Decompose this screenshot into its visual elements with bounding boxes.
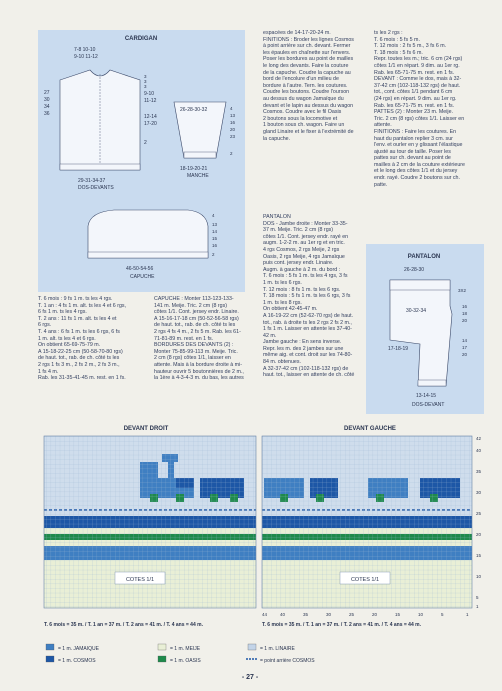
stitch-numbers [262, 612, 469, 617]
pantalon-schematic-panel [366, 244, 484, 414]
pantalon-left: 17-18-19 [388, 346, 409, 352]
row-num-4: 25 [476, 511, 482, 516]
sleeve-bottom: 18-19-20-21 [180, 166, 208, 172]
hood-r-0: 4 [212, 213, 215, 218]
pantalon-r-4: 14 [462, 338, 468, 343]
instructions-col-1: T. 6 mois : 9 fs 1 m. ts les 4 rgs. T. 1 an : 4 fs 1 m. alt. ts les 4 et 6 rgs, 6 fs 1 m. ts les 4 rgs. T. 2 ans : 11 fs 1 m. alt. ts les 4 et 6 rgs. T. 4 ans : 6 fs 1 m. ts les 6 rgs, 6 fs 1 m. alt. ts les 4 et 6 rgs. On obtient 65-69-75-79 m. A 15-18-22-25 cm (50-58-70-80 rgs) de haut. tot., rab. de ch. côté ts les 2 rgs 1 fs 3 m., 2 fs 2 m., 2 fs 3 m., 1 fs 4 m. Rab. les 31-35-41-45 m. rest. en 1 fs. [38, 296, 127, 382]
cotes-right: COTES 1/1 [350, 577, 380, 583]
sleeve-label: MANCHE [187, 173, 209, 179]
cardigan-title: CARDIGAN [124, 36, 158, 42]
hood-r-3: 15 [212, 236, 218, 241]
legend-meije: = 1 m. MEIJE [170, 646, 201, 652]
pantalon-mid: 30-32-34 [406, 308, 427, 314]
hood-r-5: 2 [212, 252, 215, 257]
cardigan-top-b: 9-10 11-12 [74, 54, 98, 60]
row-num-9: 1 [476, 604, 479, 609]
pantalon-r-5: 17 [462, 345, 468, 350]
row-num-2: 35 [476, 469, 482, 474]
sleeve-top: 26-28-30-32 [180, 107, 208, 113]
st-num-5: 20 [372, 612, 378, 617]
front-bottom: 29-31-34-37 [78, 178, 106, 184]
pantalon-label: DOS-DEVANT [412, 402, 445, 408]
legend-linaire: = 1 m. LINAIRE [260, 646, 295, 652]
st-num-9: 1 [466, 612, 469, 617]
hood-r-2: 14 [212, 229, 218, 234]
row-num-1: 40 [476, 448, 482, 453]
hood-bottom: 46-50-54-56 [126, 266, 154, 272]
sleeve-r-0: 4 [230, 106, 233, 111]
row-num-7: 10 [476, 574, 482, 579]
sleeve-r-5: 2 [230, 151, 233, 156]
knitting-charts [0, 418, 502, 638]
hood-label: CAPUCHE [130, 274, 155, 280]
pantalon-r-3: 20 [462, 318, 468, 323]
row-num-5: 20 [476, 532, 482, 537]
instructions-col-2: CAPUCHE : Monter 113-123-133- 141 m. Meije. Tric. 2 cm (8 rgs) côtes 1/1. Cont. jersey endr. Linaire. A 15-16-17-18 cm (50-52-56-58 rgs) de haut. tot., rab. de ch. côté ts les 2 rgs 4 fs 4 m., 2 fs 5 m. Rab. les 61- 71-81-89 m. rest. en 1 fs. BORDURES DES DEVANTS (2) : Monter 75-85-99-113 m. Meije. Tric. 2 cm (8 rgs) côtes 1/1, laisser en attente. Mais à la bordure droite à mi- hauteur ouvrir 5 boutonnières de 2 m., la 1ère à 4-3-4-3 m. du bas, les autres [154, 296, 244, 382]
pantalon-r-1: 16 [462, 304, 468, 309]
knitting-charts-svg [0, 418, 502, 638]
legend-cosmos: = 1 m. COSMOS [58, 658, 96, 664]
st-num-7: 10 [418, 612, 424, 617]
st-num-6: 15 [395, 612, 401, 617]
hood-r-4: 16 [212, 243, 218, 248]
legend-svg [40, 640, 480, 670]
side-a-1: 3 [144, 79, 147, 84]
sleeve-r-4: 23 [230, 134, 236, 139]
cardigan-schematic-panel [38, 30, 245, 292]
st-num-3: 30 [326, 612, 332, 617]
pantalon-r-0: 3X2 [458, 288, 467, 293]
row-num-0: 42 [476, 436, 482, 441]
pantalon-r-6: 20 [462, 352, 468, 357]
left-size-line: T. 6 mois = 35 m. / T. 1 an = 37 m. / T. 2 ans = 41 m. / T. 4 ans = 44 m. [44, 622, 203, 628]
legend [40, 640, 480, 670]
dos-devant-shape [390, 280, 452, 386]
pantalon-title: PANTALON [407, 254, 441, 260]
cardigan-schematic [38, 30, 245, 292]
instructions-col-3-top: espacées de 14-17-20-24 m. FINITIONS : Broder les lignes Cosmos à point arrière sur ch. devant. Fermer les épaules en chaînette sur l'envers. Poser les bordures au point de mailles le long des devants. Faire la couture de la capuche. Coudre la capuche au bord de l'encolure d'un milieu de bordure à l'autre. Tern. les coutures. Coudre les boutons. Coudre l'ourson au dessus du wagon Jamaïque du devant et le lapin au dessus du wagon Cosmos. Coudre avec le fil Oasis 2 boutons sous la locomotive et 1 bouton sous ch. wagon. Faire un gland Linaire et le fixer à l'extrémité de la capuche. [263, 30, 354, 142]
row-num-6: 15 [476, 553, 482, 558]
side-b: 9-10 [144, 91, 155, 97]
left-num-0: 27 [44, 90, 50, 96]
st-num-0: 44 [262, 612, 268, 617]
front-label: DOS-DEVANTS [78, 185, 114, 191]
row-num-8: 5 [476, 595, 479, 600]
right-size-line: T. 6 mois = 35 m. / T. 1 an = 37 m. / T. 2 ans = 41 m. / T. 4 ans = 44 m. [262, 622, 421, 628]
hood-r-1: 13 [212, 222, 218, 227]
cotes-left: COTES 1/1 [125, 577, 155, 583]
cardigan-top-a: 7-8 10-10 [74, 47, 96, 53]
st-num-4: 25 [349, 612, 355, 617]
legend-point-arriere: = point arrière COSMOS [260, 658, 315, 664]
side-f: 2 [144, 140, 147, 146]
side-a-0: 3 [144, 74, 147, 79]
row-numbers [476, 436, 482, 609]
left-num-3: 36 [44, 111, 50, 117]
left-num-1: 30 [44, 97, 50, 103]
st-num-1: 40 [280, 612, 286, 617]
page-number: - 27 - [241, 674, 259, 681]
side-d: 12-14 [144, 114, 157, 120]
sleeve-r-3: 20 [230, 127, 236, 132]
capuche-shape [88, 210, 208, 258]
st-num-2: 35 [303, 612, 309, 617]
devant-gauche-grid [262, 436, 472, 608]
st-num-8: 5 [441, 612, 444, 617]
sleeve-r-1: 13 [230, 113, 236, 118]
instructions-col-4: ts les 2 rgs : T. 6 mois : 5 fs 5 m. T. 12 mois : 2 fs 5 m., 3 fs 6 m. T. 18 mois : 5 fs 6 m. Repr. toutes les m.; tric. 6 cm (24 rgs) côtes 1/1 en répart. 9 dim. au 1er rg. Rab. les 65-71-75 m. rest. en 1 fs. DEVANT : Comme le dos, mais à 32- 37-42 cm (102-118-132 rgs) de haut. tot., cont. côtes 1/1 pendant 6 cm (24 rgs) en répart. 9 dim. au 1er rg. Rab. les 65-71-75 m. rest. en 1 fs. PATTES (2) : Monter 23 m. Meije. Tric. 2 cm (8 rgs) côtes 1/1. Laisser en attente. FINITIONS : Faire les coutures. En haut du pantalon replier 3 cm. sur l'env. et ourler en y glissant l'élastique ajusté au tour de taille. Poser les pattes sur ch. devant au point de mailles à 2 cm de la couture extérieure et le long des côtes 1/1 et du jersey endr. rayé. Coudre 2 boutons sur ch. patte. [374, 30, 465, 188]
side-a-2: 3 [144, 84, 147, 89]
chart-left-title: DEVANT DROIT [123, 426, 169, 432]
chart-right-title: DEVANT GAUCHE [344, 426, 396, 432]
side-e: 17-20 [144, 121, 157, 127]
pantalon-schematic [366, 244, 484, 414]
sleeve-r-2: 16 [230, 120, 236, 125]
row-num-3: 30 [476, 490, 482, 495]
legend-jamaique: = 1 m. JAMAIQUE [58, 646, 99, 652]
side-c: 11-12 [144, 98, 157, 104]
instructions-col-3-bottom: PANTALON DOS - Jambe droite : Monter 33-35- 37 m. Meije. Tric. 2 cm (8 rgs) côtes 1/1. Cont. jersey endr. rayé en augm. 1-2-2 m. au 1er rg et en tric. 4 rgs Cosmos, 2 rgs Meije, 2 rgs Oasis, 2 rgs Meije, 4 rgs Jamaïque puis cont. jersey endr. Linaire. Augm. à gauche à 2 m. du bord : T. 6 mois : 5 fs 1 m. ts les 4 rgs, 3 fs 1 m. ts les 6 rgs. T. 12 mois : 8 fs 1 m. ts les 6 rgs. T. 18 mois : 5 fs 1 m. ts les 6 rgs, 3 fs 1 m. ts les 8 rgs. On obtient 42-45-47 m. A 16-19-22 cm (52-62-70 rgs) de haut. tot., rab. à droite ts les 2 rgs 2 fs 2 m., 1 fs 1 m. Laisser en attente les 37-40- 42 m. Jambe gauche : En sens inverse. Repr. les m. des 2 jambes sur une même aig. et cont. droit sur les 74-80- 84 m. obtenues. A 32-37-42 cm (102-118-132 rgs) de haut. tot., laisser en attente de ch. côté [263, 214, 355, 379]
pantalon-r-2: 18 [462, 311, 468, 316]
legend-oasis: = 1 m. OASIS [170, 658, 201, 664]
left-num-2: 34 [44, 104, 50, 110]
pantalon-bottom: 13-14-15 [416, 393, 437, 399]
pantalon-top: 26-28-30 [404, 267, 425, 273]
devant-droit-grid [44, 436, 256, 608]
